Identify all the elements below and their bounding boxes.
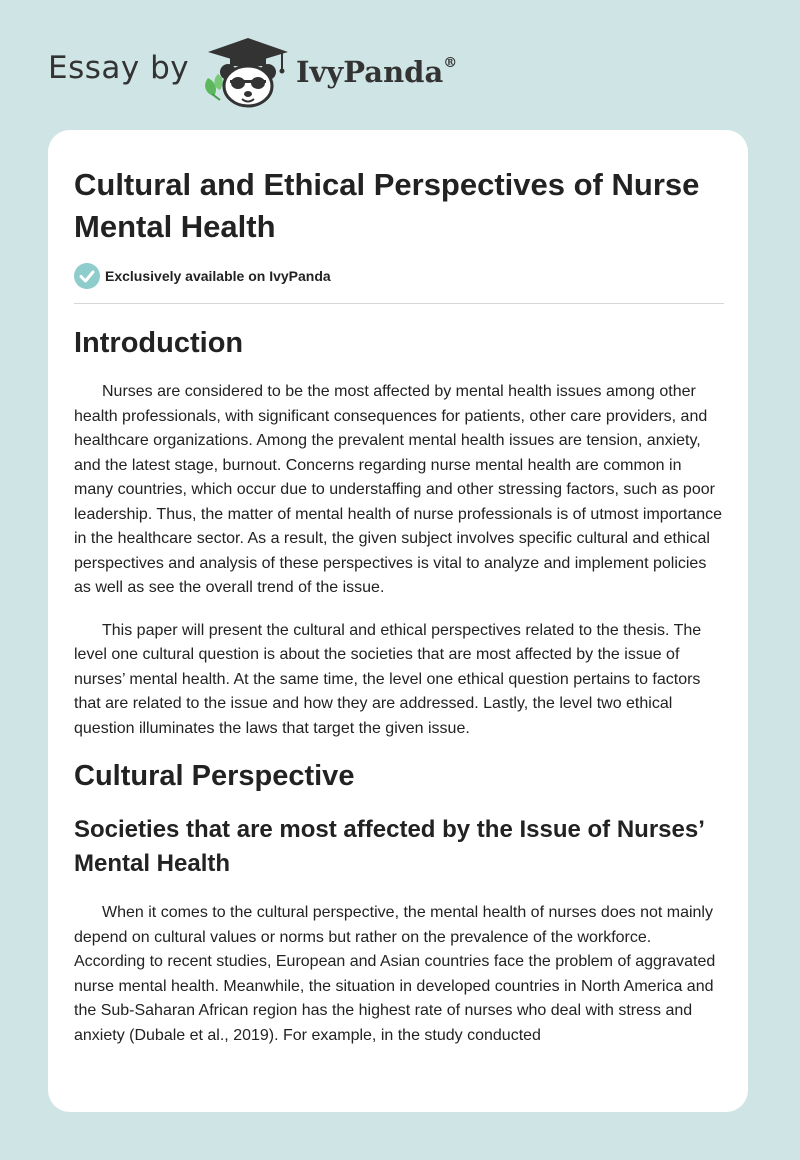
badge-text: Exclusively available on IvyPanda (105, 268, 331, 284)
subheading-societies: Societies that are most affected by the Issue of Nurses’ Mental Health (74, 816, 704, 877)
page-title: Cultural and Ethical Perspectives of Nurse Mental Health (74, 167, 700, 244)
paragraph: This paper will present the cultural and ethical perspectives related to the thesis. The level one cultural question is about the societies that are most affected by the issue of nurses’ mental health. At the same time, the level one ethical question pertains to factors that are related to the issue and how they are addressed. Lastly, the level two ethical question illuminates the laws that target the given issue. (74, 621, 702, 737)
article-content (74, 326, 724, 1066)
check-circle-icon (74, 263, 100, 289)
paragraph: When it comes to the cultural perspective, the mental health of nurses does not mainly depend on cultural values or norms but rather on the prevalence of the workforce. According to recent studies, European and Asian countries face the problem of aggravated nurse mental health. Meanwhile, the situation in developed countries in North America and the Sub-Saharan African region has the highest rate of nurses who deal with stress and anxiety (Dubale et al., 2019). For example, in the study conducted (74, 904, 716, 1044)
registered-mark: ® (443, 55, 458, 72)
site-header (0, 0, 800, 130)
brand-name[interactable] (296, 55, 457, 89)
paragraph: Nurses are considered to be the most affected by mental health issues among other health professionals, with significant consequences for patients, other care providers, and healthcare organizations. Among the prevalent mental health issues are tension, anxiety, and the latest stage, burnout. Concerns regarding nurse mental health are common in many countries, which occur due to understaffing and other stressing factors, such as poor leadership. Thus, the matter of mental health of nurse professionals is of utmost importance in the healthcare sector. As a result, the given subject involves specific cultural and ethical perspectives and analysis of these perspectives is vital to analyze and implement policies as well as see the overall trend of the issue. (74, 383, 723, 596)
article-card (48, 130, 748, 1112)
panda-graduate-icon[interactable] (200, 34, 292, 110)
brand-label: IvyPanda (296, 55, 444, 89)
essay-by-label: Essay by (48, 50, 190, 86)
heading-cultural-perspective: Cultural Perspective (74, 760, 355, 792)
title-divider (74, 303, 724, 304)
heading-introduction: Introduction (74, 327, 244, 359)
exclusive-badge (74, 263, 331, 289)
